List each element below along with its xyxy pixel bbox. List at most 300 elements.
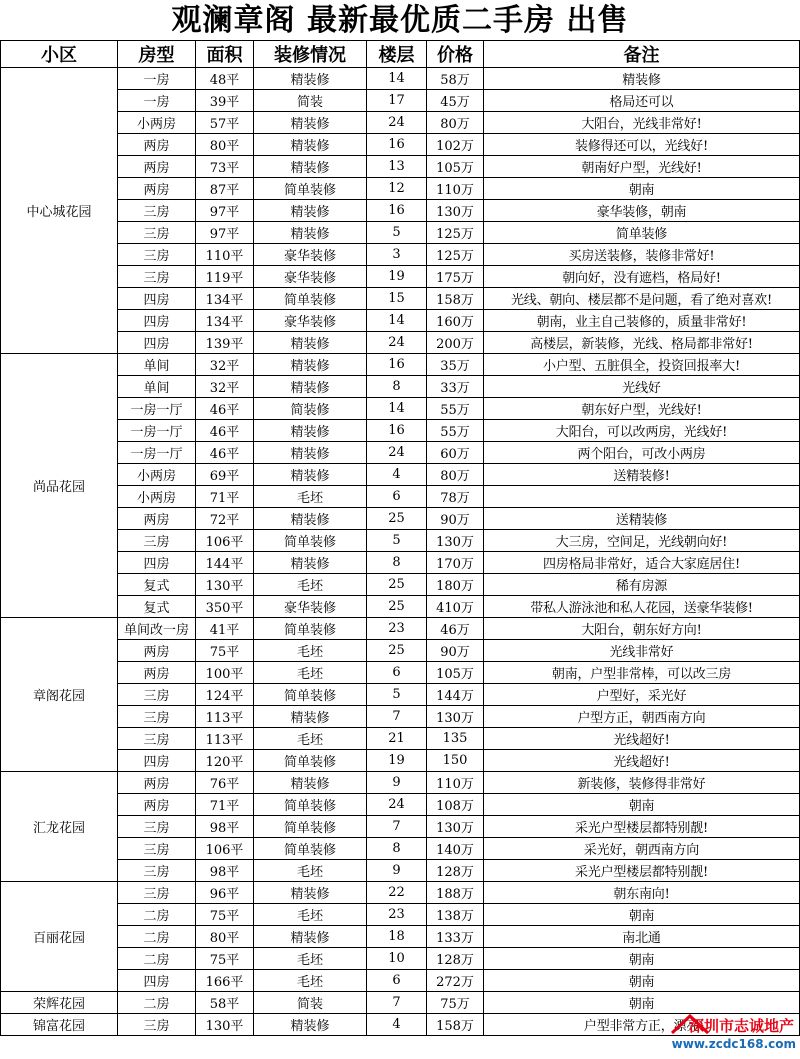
cell-area: 73平: [196, 156, 254, 178]
cell-price: 55万: [427, 420, 484, 442]
table-row: [1, 926, 800, 948]
cell-layout: 两房: [118, 794, 196, 816]
cell-area: 75平: [196, 948, 254, 970]
cell-area: 144平: [196, 552, 254, 574]
cell-area: 106平: [196, 530, 254, 552]
community-name: 百丽花园: [1, 882, 118, 992]
cell-price: 138万: [427, 904, 484, 926]
cell-layout: 小两房: [118, 112, 196, 134]
cell-decoration: 精装修: [254, 376, 367, 398]
cell-area: 32平: [196, 376, 254, 398]
cell-decoration: 精装修: [254, 222, 367, 244]
cell-price: 75万: [427, 992, 484, 1014]
page-title: 观澜章阁 最新最优质二手房 出售: [171, 3, 629, 38]
cell-floor: 7: [367, 992, 427, 1014]
cell-decoration: 精装修: [254, 420, 367, 442]
cell-remark: 朝南好户型，光线好!: [484, 156, 800, 178]
cell-floor: 19: [367, 266, 427, 288]
cell-decoration: 精装修: [254, 134, 367, 156]
cell-remark: 大阳台，光线非常好!: [484, 112, 800, 134]
cell-layout: 三房: [118, 266, 196, 288]
header-decoration: 装修情况: [254, 41, 367, 68]
cell-floor: 16: [367, 354, 427, 376]
cell-layout: 三房: [118, 728, 196, 750]
cell-price: 55万: [427, 398, 484, 420]
cell-remark: 送精装修!: [484, 464, 800, 486]
cell-layout: 二房: [118, 992, 196, 1014]
cell-decoration: 毛坯: [254, 662, 367, 684]
table-row: [1, 354, 800, 376]
table-row: [1, 574, 800, 596]
cell-area: 97平: [196, 200, 254, 222]
table-row: [1, 508, 800, 530]
cell-floor: 5: [367, 530, 427, 552]
cell-decoration: 毛坯: [254, 486, 367, 508]
cell-area: 71平: [196, 486, 254, 508]
table-row: [1, 266, 800, 288]
cell-floor: 7: [367, 706, 427, 728]
cell-price: 158万: [427, 1014, 484, 1036]
cell-floor: 8: [367, 838, 427, 860]
table-row: [1, 530, 800, 552]
cell-floor: 24: [367, 332, 427, 354]
cell-layout: 三房: [118, 882, 196, 904]
cell-price: 108万: [427, 794, 484, 816]
table-row: [1, 68, 800, 90]
header-area: 面积: [196, 41, 254, 68]
cell-remark: 买房送装修，装修非常好!: [484, 244, 800, 266]
table-row: [1, 750, 800, 772]
cell-remark: [484, 486, 800, 508]
cell-area: 110平: [196, 244, 254, 266]
cell-floor: 14: [367, 310, 427, 332]
cell-decoration: 精装修: [254, 772, 367, 794]
watermark-text: 深圳市志诚地产: [688, 1017, 794, 1035]
cell-floor: 25: [367, 574, 427, 596]
cell-floor: 17: [367, 90, 427, 112]
header-community: 小区: [1, 41, 118, 68]
table-row: [1, 816, 800, 838]
cell-decoration: 精装修: [254, 552, 367, 574]
cell-area: 120平: [196, 750, 254, 772]
cell-price: 200万: [427, 332, 484, 354]
cell-layout: 两房: [118, 640, 196, 662]
cell-area: 46平: [196, 442, 254, 464]
table-row: [1, 662, 800, 684]
cell-price: 102万: [427, 134, 484, 156]
cell-floor: 24: [367, 442, 427, 464]
community-name: 汇龙花园: [1, 772, 118, 882]
table-row: [1, 200, 800, 222]
table-row: [1, 552, 800, 574]
cell-remark: 采光户型楼层都特别靓!: [484, 860, 800, 882]
cell-price: 175万: [427, 266, 484, 288]
cell-remark: 光线超好!: [484, 750, 800, 772]
community-name: 尚品花园: [1, 354, 118, 618]
cell-decoration: 精装修: [254, 156, 367, 178]
cell-remark: 户型好，采光好: [484, 684, 800, 706]
cell-decoration: 精装修: [254, 200, 367, 222]
cell-area: 166平: [196, 970, 254, 992]
cell-layout: 三房: [118, 860, 196, 882]
cell-remark: 朝南: [484, 992, 800, 1014]
cell-decoration: 精装修: [254, 442, 367, 464]
cell-price: 90万: [427, 508, 484, 530]
cell-area: 80平: [196, 134, 254, 156]
cell-floor: 12: [367, 178, 427, 200]
cell-price: 80万: [427, 464, 484, 486]
cell-area: 113平: [196, 706, 254, 728]
cell-area: 134平: [196, 288, 254, 310]
cell-decoration: 简装: [254, 992, 367, 1014]
cell-area: 119平: [196, 266, 254, 288]
cell-layout: 两房: [118, 156, 196, 178]
cell-price: 128万: [427, 860, 484, 882]
cell-remark: 带私人游泳池和私人花园，送豪华装修!: [484, 596, 800, 618]
table-row: [1, 486, 800, 508]
cell-area: 48平: [196, 68, 254, 90]
cell-layout: 单间: [118, 376, 196, 398]
table-row: [1, 882, 800, 904]
cell-floor: 14: [367, 398, 427, 420]
cell-layout: 一房一厅: [118, 442, 196, 464]
cell-floor: 22: [367, 882, 427, 904]
header-price: 价格: [427, 41, 484, 68]
cell-price: 125万: [427, 222, 484, 244]
watermark-logo: [670, 1013, 798, 1057]
cell-remark: 简单装修: [484, 222, 800, 244]
cell-area: 46平: [196, 420, 254, 442]
cell-area: 98平: [196, 860, 254, 882]
cell-decoration: 豪华装修: [254, 244, 367, 266]
cell-area: 57平: [196, 112, 254, 134]
cell-floor: 6: [367, 662, 427, 684]
listing-table: [0, 40, 800, 1036]
cell-remark: 送精装修: [484, 508, 800, 530]
table-row: [1, 178, 800, 200]
cell-price: 188万: [427, 882, 484, 904]
cell-area: 80平: [196, 926, 254, 948]
cell-floor: 9: [367, 772, 427, 794]
cell-area: 134平: [196, 310, 254, 332]
cell-price: 125万: [427, 244, 484, 266]
cell-layout: 两房: [118, 134, 196, 156]
cell-remark: 采光户型楼层都特别靓!: [484, 816, 800, 838]
cell-decoration: 毛坯: [254, 948, 367, 970]
cell-area: 32平: [196, 354, 254, 376]
table-row: [1, 596, 800, 618]
cell-price: 45万: [427, 90, 484, 112]
cell-area: 139平: [196, 332, 254, 354]
cell-price: 160万: [427, 310, 484, 332]
cell-layout: 两房: [118, 662, 196, 684]
cell-decoration: 毛坯: [254, 860, 367, 882]
cell-floor: 15: [367, 288, 427, 310]
cell-price: 150: [427, 750, 484, 772]
cell-layout: 四房: [118, 332, 196, 354]
cell-layout: 三房: [118, 816, 196, 838]
table-row: [1, 112, 800, 134]
table-row: [1, 222, 800, 244]
cell-price: 144万: [427, 684, 484, 706]
cell-remark: 朝向好，没有遮档，格局好!: [484, 266, 800, 288]
table-row: [1, 618, 800, 640]
cell-decoration: 简单装修: [254, 838, 367, 860]
cell-layout: 一房一厅: [118, 420, 196, 442]
community-name: 荣辉花园: [1, 992, 118, 1014]
cell-floor: 10: [367, 948, 427, 970]
cell-floor: 16: [367, 420, 427, 442]
cell-decoration: 精装修: [254, 1014, 367, 1036]
cell-decoration: 简单装修: [254, 618, 367, 640]
cell-layout: 四房: [118, 970, 196, 992]
cell-price: 58万: [427, 68, 484, 90]
cell-decoration: 简单装修: [254, 530, 367, 552]
cell-layout: 两房: [118, 772, 196, 794]
cell-area: 46平: [196, 398, 254, 420]
cell-price: 272万: [427, 970, 484, 992]
cell-remark: 南北通: [484, 926, 800, 948]
cell-decoration: 毛坯: [254, 574, 367, 596]
cell-floor: 23: [367, 904, 427, 926]
cell-floor: 24: [367, 794, 427, 816]
table-row: [1, 640, 800, 662]
table-row: [1, 310, 800, 332]
cell-layout: 三房: [118, 200, 196, 222]
cell-decoration: 毛坯: [254, 904, 367, 926]
cell-layout: 三房: [118, 838, 196, 860]
cell-area: 69平: [196, 464, 254, 486]
cell-layout: 三房: [118, 684, 196, 706]
cell-floor: 8: [367, 552, 427, 574]
cell-floor: 18: [367, 926, 427, 948]
table-row: [1, 398, 800, 420]
cell-price: 105万: [427, 662, 484, 684]
cell-decoration: 简单装修: [254, 750, 367, 772]
cell-decoration: 简单装修: [254, 816, 367, 838]
cell-area: 39平: [196, 90, 254, 112]
cell-remark: 朝南: [484, 948, 800, 970]
cell-price: 110万: [427, 178, 484, 200]
cell-floor: 7: [367, 816, 427, 838]
cell-price: 130万: [427, 706, 484, 728]
cell-remark: 朝南: [484, 794, 800, 816]
cell-price: 140万: [427, 838, 484, 860]
table-row: [1, 728, 800, 750]
cell-floor: 5: [367, 684, 427, 706]
cell-decoration: 精装修: [254, 464, 367, 486]
table-row: [1, 838, 800, 860]
cell-layout: 复式: [118, 574, 196, 596]
cell-floor: 9: [367, 860, 427, 882]
cell-decoration: 简装修: [254, 398, 367, 420]
cell-price: 33万: [427, 376, 484, 398]
table-row: [1, 134, 800, 156]
cell-floor: 23: [367, 618, 427, 640]
table-row: [1, 684, 800, 706]
table-row: [1, 772, 800, 794]
cell-floor: 16: [367, 200, 427, 222]
cell-floor: 14: [367, 68, 427, 90]
cell-remark: 朝南: [484, 970, 800, 992]
cell-area: 130平: [196, 1014, 254, 1036]
table-row: [1, 244, 800, 266]
cell-remark: 大阳台，可以改两房，光线好!: [484, 420, 800, 442]
cell-area: 96平: [196, 882, 254, 904]
cell-decoration: 简单装修: [254, 288, 367, 310]
table-row: [1, 442, 800, 464]
cell-remark: 大阳台，朝东好方向!: [484, 618, 800, 640]
cell-layout: 一房一厅: [118, 398, 196, 420]
cell-area: 97平: [196, 222, 254, 244]
cell-area: 87平: [196, 178, 254, 200]
cell-decoration: 简单装修: [254, 794, 367, 816]
cell-decoration: 精装修: [254, 112, 367, 134]
cell-layout: 二房: [118, 948, 196, 970]
cell-price: 110万: [427, 772, 484, 794]
cell-floor: 16: [367, 134, 427, 156]
cell-remark: 朝南，户型非常棒，可以改三房: [484, 662, 800, 684]
cell-layout: 两房: [118, 508, 196, 530]
cell-layout: 四房: [118, 288, 196, 310]
cell-layout: 三房: [118, 1014, 196, 1036]
cell-remark: 豪华装修，朝南: [484, 200, 800, 222]
cell-price: 78万: [427, 486, 484, 508]
cell-floor: 4: [367, 1014, 427, 1036]
table-row: [1, 420, 800, 442]
cell-floor: 13: [367, 156, 427, 178]
cell-price: 135: [427, 728, 484, 750]
cell-area: 71平: [196, 794, 254, 816]
cell-price: 170万: [427, 552, 484, 574]
community-name: 章阁花园: [1, 618, 118, 772]
cell-layout: 四房: [118, 750, 196, 772]
cell-decoration: 毛坯: [254, 728, 367, 750]
cell-area: 113平: [196, 728, 254, 750]
cell-layout: 三房: [118, 222, 196, 244]
cell-decoration: 精装修: [254, 354, 367, 376]
cell-remark: 四房格局非常好，适合大家庭居住!: [484, 552, 800, 574]
cell-remark: 装修得还可以，光线好!: [484, 134, 800, 156]
cell-layout: 单间: [118, 354, 196, 376]
cell-remark: 稀有房源: [484, 574, 800, 596]
cell-price: 180万: [427, 574, 484, 596]
cell-floor: 8: [367, 376, 427, 398]
cell-floor: 25: [367, 596, 427, 618]
cell-area: 75平: [196, 904, 254, 926]
cell-floor: 25: [367, 640, 427, 662]
cell-layout: 一房: [118, 68, 196, 90]
cell-area: 76平: [196, 772, 254, 794]
cell-area: 72平: [196, 508, 254, 530]
cell-decoration: 豪华装修: [254, 596, 367, 618]
table-row: [1, 90, 800, 112]
cell-decoration: 毛坯: [254, 640, 367, 662]
cell-remark: 光线、朝向、楼层都不是问题，看了绝对喜欢!: [484, 288, 800, 310]
cell-decoration: 简单装修: [254, 178, 367, 200]
header-remark: 备注: [484, 41, 800, 68]
header-floor: 楼层: [367, 41, 427, 68]
cell-remark: 光线非常好: [484, 640, 800, 662]
cell-area: 58平: [196, 992, 254, 1014]
cell-area: 350平: [196, 596, 254, 618]
cell-area: 100平: [196, 662, 254, 684]
cell-remark: 大三房，空间足，光线朝向好!: [484, 530, 800, 552]
cell-layout: 两房: [118, 178, 196, 200]
cell-remark: 光线超好!: [484, 728, 800, 750]
watermark-url: www.zcdc168.com: [671, 1037, 796, 1051]
cell-floor: 5: [367, 222, 427, 244]
cell-price: 90万: [427, 640, 484, 662]
cell-area: 124平: [196, 684, 254, 706]
cell-decoration: 精装修: [254, 882, 367, 904]
table-row: [1, 156, 800, 178]
cell-floor: 4: [367, 464, 427, 486]
cell-floor: 3: [367, 244, 427, 266]
cell-price: 80万: [427, 112, 484, 134]
table-row: [1, 970, 800, 992]
cell-decoration: 豪华装修: [254, 266, 367, 288]
table-row: [1, 288, 800, 310]
cell-price: 130万: [427, 816, 484, 838]
cell-decoration: 精装修: [254, 706, 367, 728]
cell-remark: 户型非常方正，漂亮: [484, 1014, 800, 1036]
cell-price: 410万: [427, 596, 484, 618]
cell-area: 75平: [196, 640, 254, 662]
community-name: 中心城花园: [1, 68, 118, 354]
listing-body: [1, 68, 800, 1036]
cell-price: 130万: [427, 530, 484, 552]
cell-layout: 复式: [118, 596, 196, 618]
cell-remark: 光线好: [484, 376, 800, 398]
table-row: [1, 948, 800, 970]
table-row: [1, 860, 800, 882]
cell-layout: 一房: [118, 90, 196, 112]
cell-layout: 三房: [118, 706, 196, 728]
cell-remark: 户型方正，朝西南方向: [484, 706, 800, 728]
cell-decoration: 豪华装修: [254, 310, 367, 332]
cell-layout: 二房: [118, 926, 196, 948]
cell-decoration: 精装修: [254, 68, 367, 90]
cell-layout: 小两房: [118, 486, 196, 508]
cell-area: 41平: [196, 618, 254, 640]
cell-floor: 6: [367, 970, 427, 992]
cell-floor: 19: [367, 750, 427, 772]
cell-decoration: 毛坯: [254, 970, 367, 992]
cell-layout: 三房: [118, 244, 196, 266]
cell-remark: 朝南: [484, 904, 800, 926]
cell-layout: 二房: [118, 904, 196, 926]
cell-decoration: 简装: [254, 90, 367, 112]
cell-price: 105万: [427, 156, 484, 178]
cell-area: 130平: [196, 574, 254, 596]
cell-layout: 四房: [118, 310, 196, 332]
cell-price: 158万: [427, 288, 484, 310]
cell-decoration: 精装修: [254, 508, 367, 530]
cell-layout: 三房: [118, 530, 196, 552]
cell-remark: 高楼层，新装修，光线、格局都非常好!: [484, 332, 800, 354]
table-row: [1, 992, 800, 1014]
cell-floor: 25: [367, 508, 427, 530]
community-name: 锦富花园: [1, 1014, 118, 1036]
table-row: [1, 376, 800, 398]
header-layout: 房型: [118, 41, 196, 68]
cell-price: 128万: [427, 948, 484, 970]
cell-remark: 格局还可以: [484, 90, 800, 112]
cell-decoration: 简单装修: [254, 684, 367, 706]
cell-remark: 朝南，业主自己装修的，质量非常好!: [484, 310, 800, 332]
cell-floor: 6: [367, 486, 427, 508]
